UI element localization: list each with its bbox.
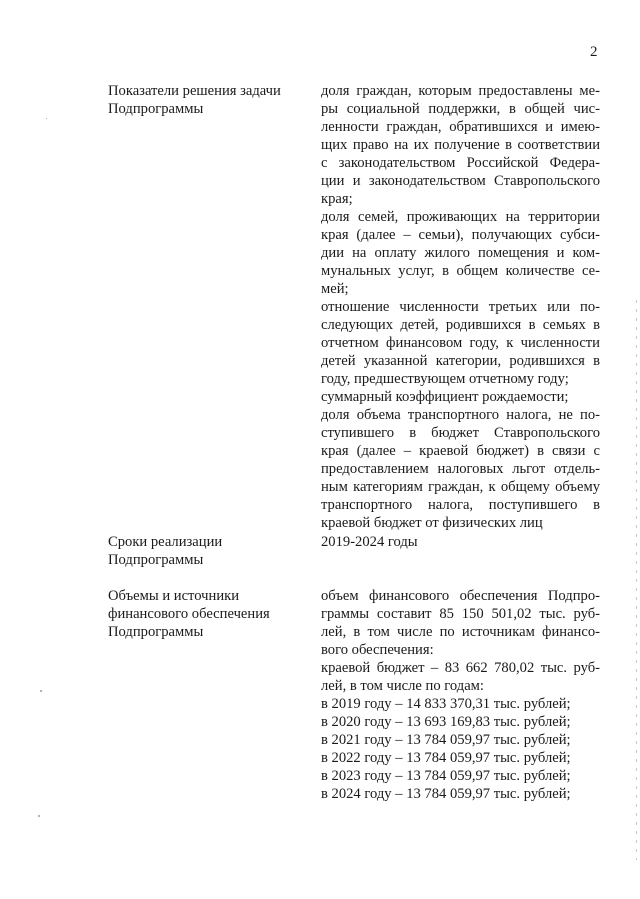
content-line: году, предшествующем отчетному году; xyxy=(321,371,569,387)
content-line: ленности граждан, обратившихся и имею- xyxy=(321,119,600,135)
section-content-terms xyxy=(321,533,600,551)
scan-edge-line xyxy=(636,300,637,860)
content-line: края (далее – семьи), получающих субси- xyxy=(321,227,600,243)
label-line: Сроки реализации xyxy=(108,534,223,550)
content-line: в 2022 году – 13 784 059,97 тыс. рублей; xyxy=(321,750,571,766)
content-line: граммы составит 85 150 501,02 тыс. руб- xyxy=(321,606,600,622)
content-line: детей указанной категории, родившихся в xyxy=(321,353,600,369)
content-line: в 2019 году – 14 833 370,31 тыс. рублей; xyxy=(321,696,571,712)
content-line: в 2024 году – 13 784 059,97 тыс. рублей; xyxy=(321,786,571,802)
section-content-indicators xyxy=(321,82,600,532)
content-line: ным категориям граждан, к общему объему xyxy=(321,479,600,495)
content-line: 2019-2024 годы xyxy=(321,534,418,550)
content-line: отношение численности третьих или по- xyxy=(321,299,600,315)
content-line: доля объема транспортного налога, не по- xyxy=(321,407,600,423)
content-line: ступившего в бюджет Ставропольского xyxy=(321,425,600,441)
label-line: Подпрограммы xyxy=(108,624,204,640)
content-line: в 2023 году – 13 784 059,97 тыс. рублей; xyxy=(321,768,571,784)
content-line: объем финансового обеспечения Подпро- xyxy=(321,588,600,604)
content-line: краевой бюджет от физических лиц xyxy=(321,515,543,531)
section-label-indicators xyxy=(108,82,308,118)
content-line: края; xyxy=(321,191,353,207)
page-number: 2 xyxy=(590,44,598,60)
content-line: доля граждан, которым предоставлены ме- xyxy=(321,83,600,99)
scan-speck xyxy=(46,118,47,119)
label-line: Объемы и источники xyxy=(108,588,240,604)
label-line: Показатели решения задачи xyxy=(108,83,281,99)
label-line: финансового обеспечения xyxy=(108,606,270,622)
content-line: следующих детей, родившихся в семьях в xyxy=(321,317,600,333)
content-line: краевой бюджет – 83 662 780,02 тыс. руб- xyxy=(321,660,600,676)
section-content-financing xyxy=(321,587,600,803)
scan-speck xyxy=(38,815,40,817)
content-line: предоставлением налоговых льгот отдель- xyxy=(321,461,600,477)
content-line: ции и законодательством Ставропольского xyxy=(321,173,600,189)
label-line: Подпрограммы xyxy=(108,552,204,568)
content-line: щих право на их получение в соответствии xyxy=(321,137,600,153)
content-line: вого обеспечения: xyxy=(321,642,434,658)
content-line: края (далее – краевой бюджет) в связи с xyxy=(321,443,600,459)
scan-speck xyxy=(40,690,42,692)
section-label-terms xyxy=(108,533,308,569)
content-line: суммарный коэффициент рождаемости; xyxy=(321,389,569,405)
content-line: с законодательством Российской Федера- xyxy=(321,155,600,171)
content-line: лей, в том числе по годам: xyxy=(321,678,484,694)
content-line: лей, в том числе по источникам финансо- xyxy=(321,624,600,640)
content-line: мей; xyxy=(321,281,349,297)
content-line: доля семей, проживающих на территории xyxy=(321,209,600,225)
content-line: дии на оплату жилого помещения и ком- xyxy=(321,245,600,261)
label-line: Подпрограммы xyxy=(108,101,204,117)
content-line: транспортного налога, поступившего в xyxy=(321,497,600,513)
content-line: мунальных услуг, в общем количестве се- xyxy=(321,263,600,279)
content-line: отчетном финансовом году, к численности xyxy=(321,335,600,351)
content-line: ры социальной поддержки, в общей чис- xyxy=(321,101,600,117)
content-line: в 2021 году – 13 784 059,97 тыс. рублей; xyxy=(321,732,571,748)
section-label-financing xyxy=(108,587,308,641)
content-line: в 2020 году – 13 693 169,83 тыс. рублей; xyxy=(321,714,571,730)
